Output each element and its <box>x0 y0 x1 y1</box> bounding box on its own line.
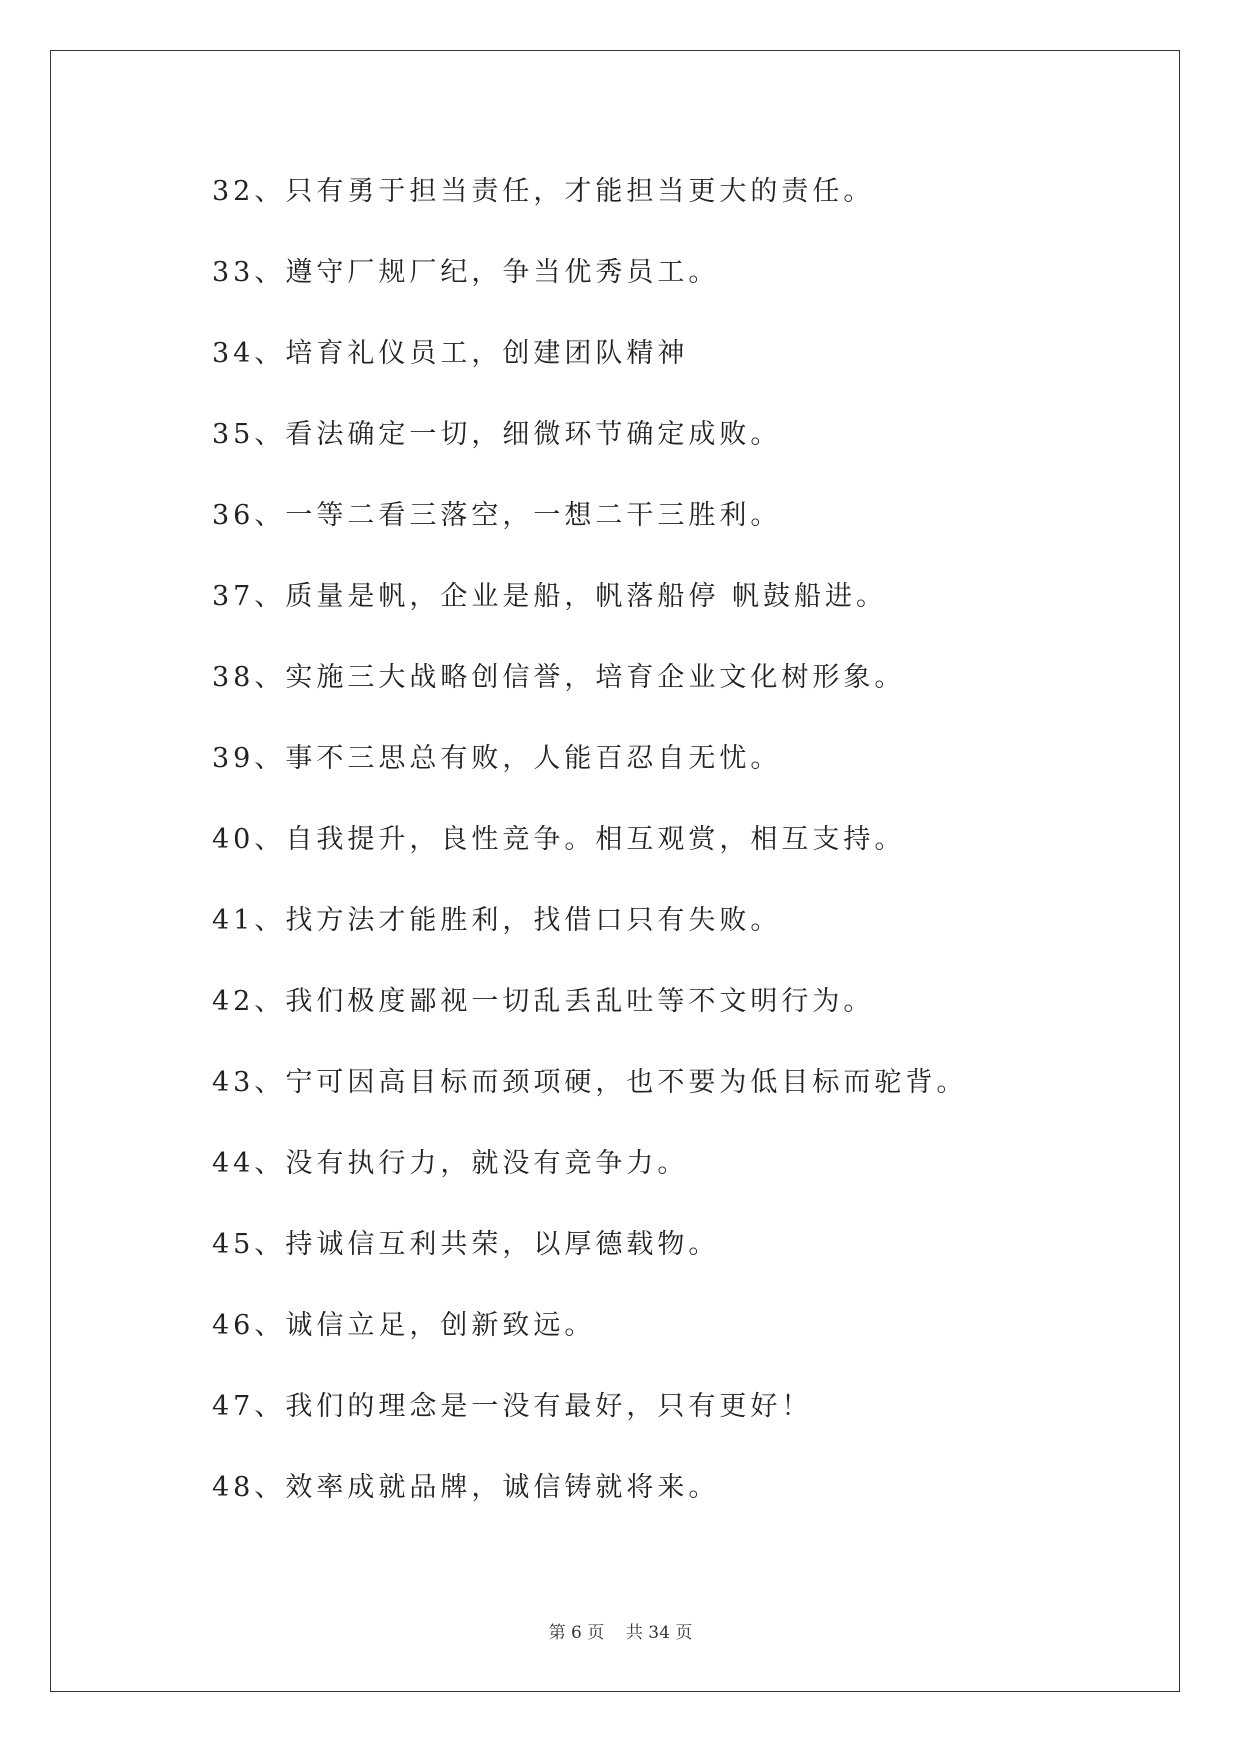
list-item: 43、宁可因高目标而颈项硬，也不要为低目标而驼背。 <box>212 1067 968 1098</box>
list-item: 39、事不三思总有败，人能百忍自无忧。 <box>212 743 782 774</box>
list-item: 35、看法确定一切，细微环节确定成败。 <box>212 419 782 450</box>
list-item: 44、没有执行力，就没有竞争力。 <box>212 1148 689 1179</box>
list-item: 42、我们极度鄙视一切乱丢乱吐等不文明行为。 <box>212 986 875 1017</box>
list-item: 38、实施三大战略创信誉，培育企业文化树形象。 <box>212 662 906 693</box>
list-item: 46、诚信立足，创新致远。 <box>212 1310 596 1341</box>
list-item: 32、只有勇于担当责任，才能担当更大的责任。 <box>212 176 875 207</box>
slogan-list <box>212 168 967 1545</box>
list-item: 41、找方法才能胜利，找借口只有失败。 <box>212 905 782 936</box>
page-number: 第 6 页 共 34 页 <box>548 1623 693 1643</box>
list-item: 40、自我提升，良性竞争。相互观赏，相互支持。 <box>212 824 906 855</box>
list-item: 36、一等二看三落空，一想二干三胜利。 <box>212 500 782 531</box>
list-item: 47、我们的理念是一没有最好，只有更好！ <box>212 1391 813 1422</box>
list-item: 48、效率成就品牌，诚信铸就将来。 <box>212 1472 720 1503</box>
list-item: 37、质量是帆，企业是船，帆落船停 帆鼓船进。 <box>212 581 887 612</box>
list-item: 45、持诚信互利共荣，以厚德载物。 <box>212 1229 720 1260</box>
list-item: 34、培育礼仪员工，创建团队精神 <box>212 338 689 369</box>
list-item: 33、遵守厂规厂纪，争当优秀员工。 <box>212 257 720 288</box>
